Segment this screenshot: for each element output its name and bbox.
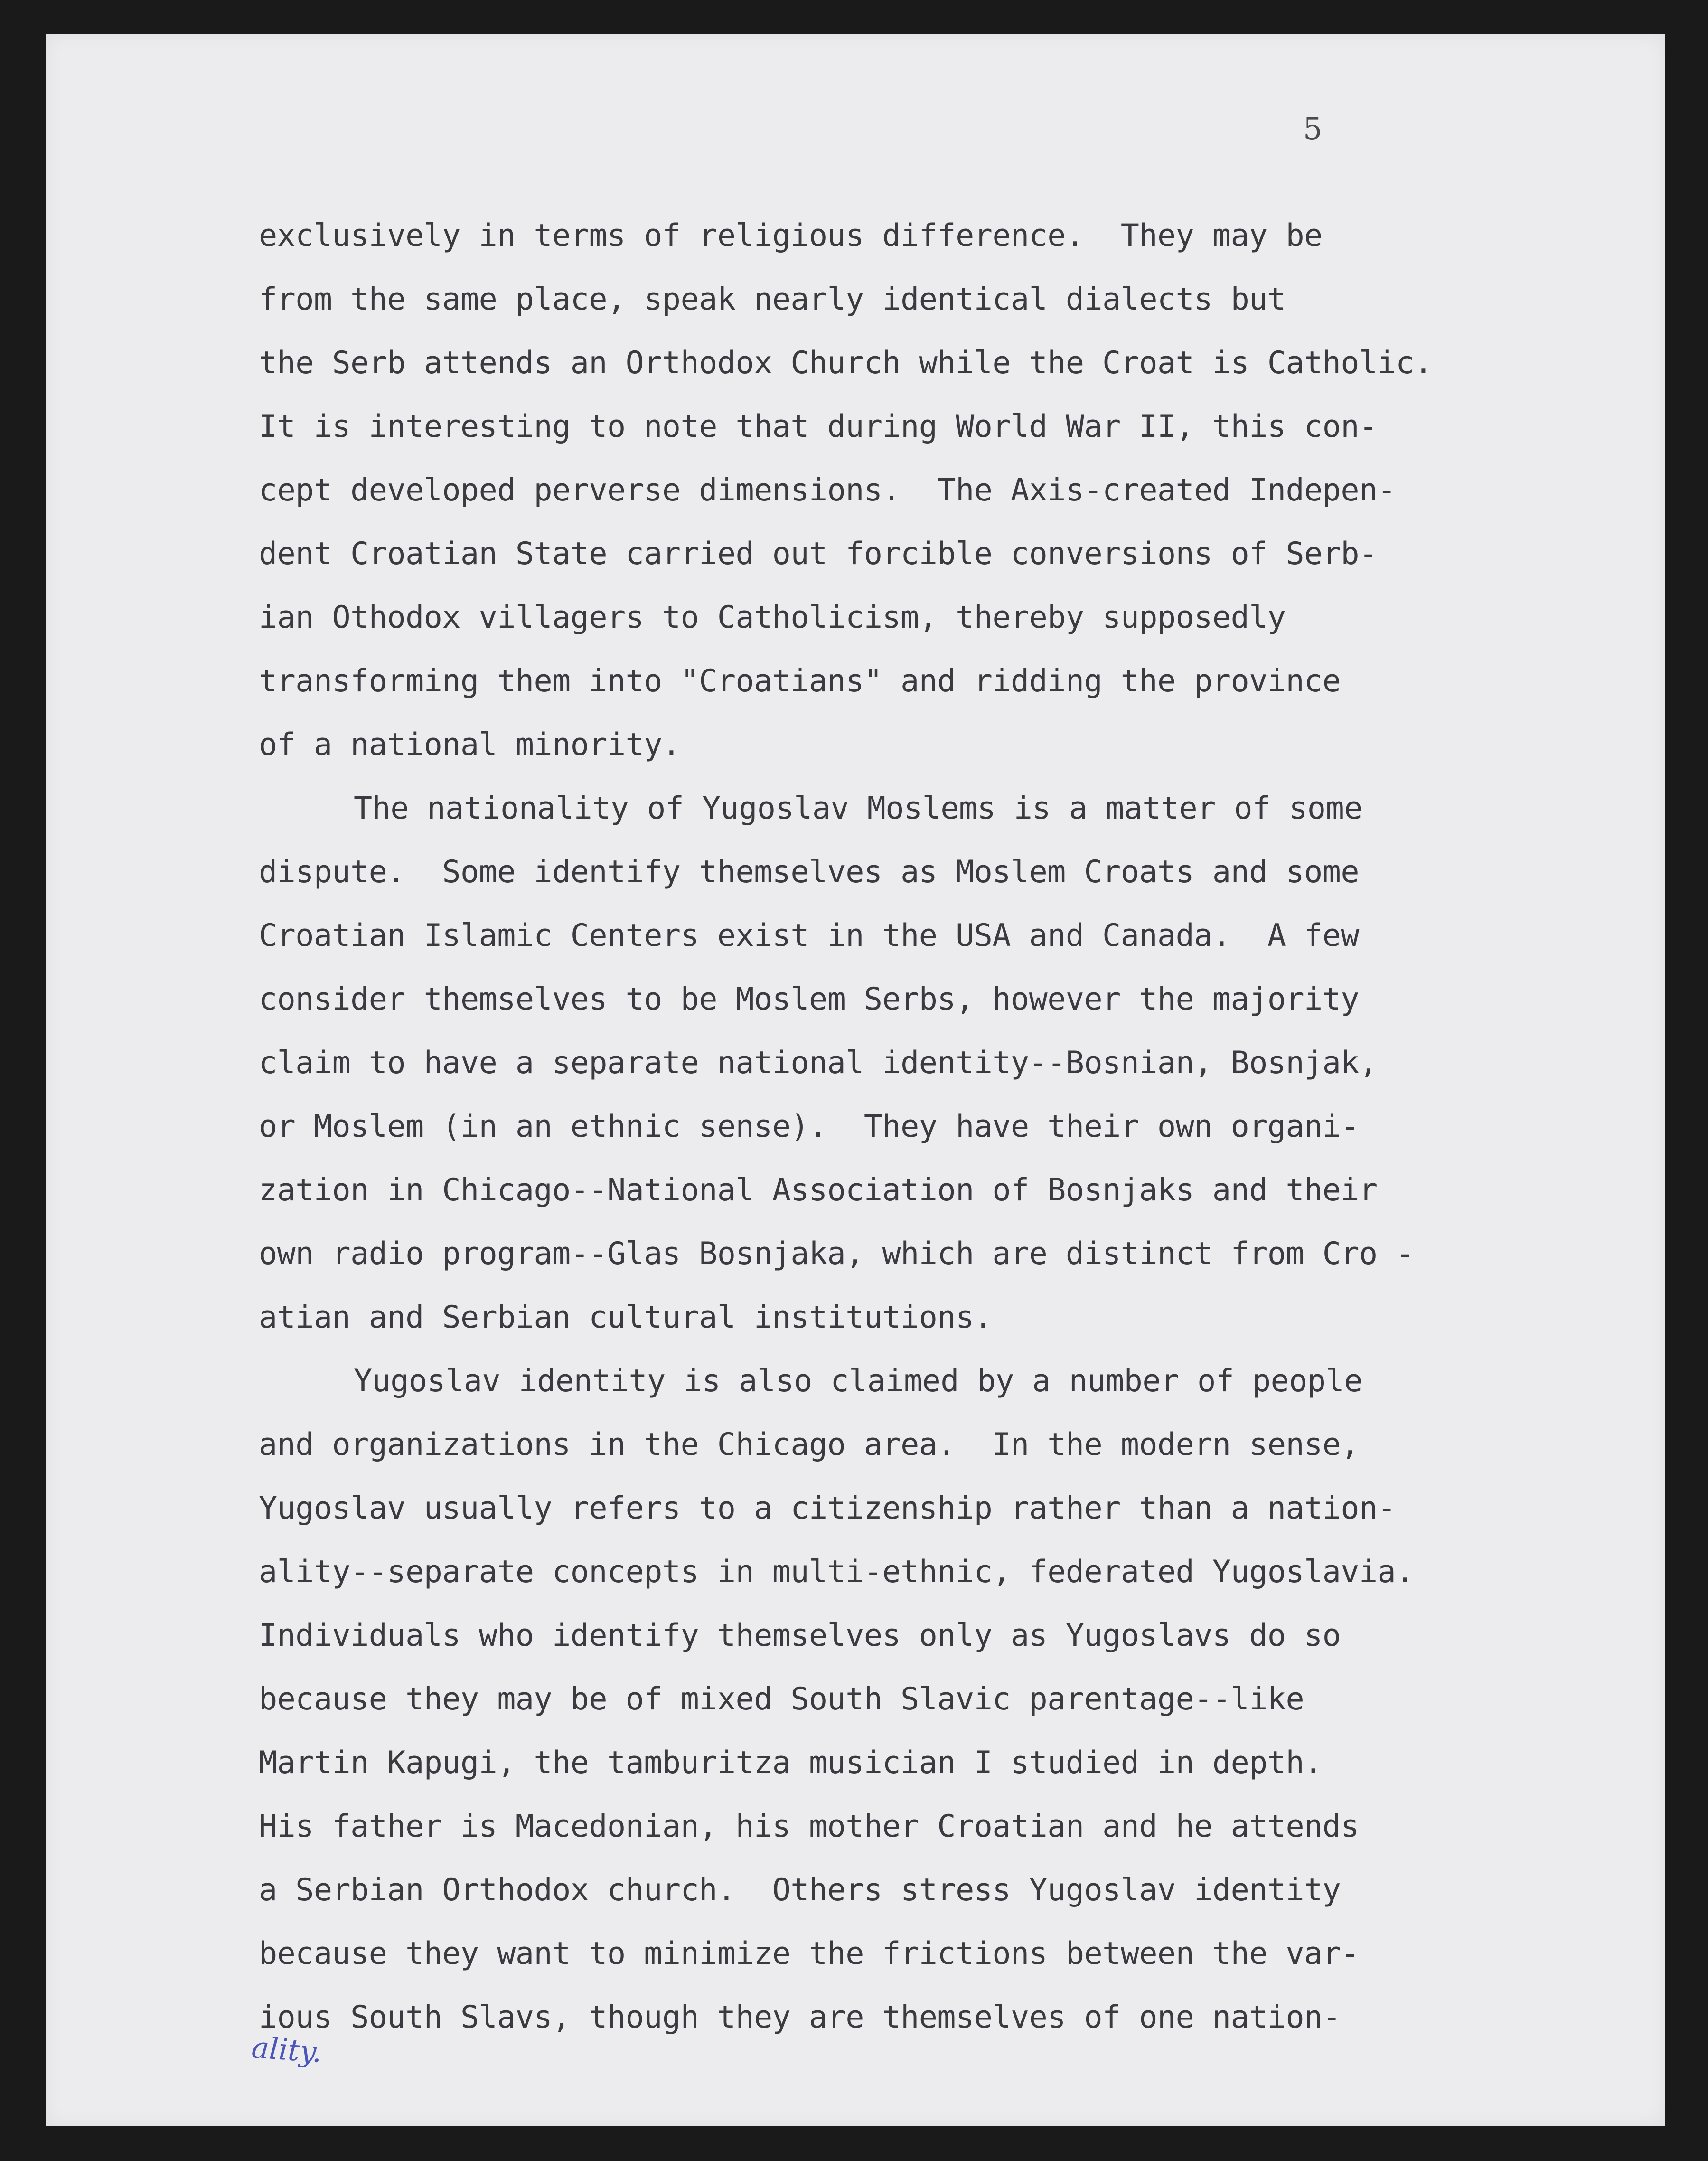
text-line: consider themselves to be Moslem Serbs, however the majority [259,981,1359,1017]
text-line: transforming them into "Croatians" and ridding the province [259,663,1341,699]
text-line: of a national minority. [259,727,681,763]
text-line: It is interesting to note that during World War II, this con- [259,409,1378,444]
text-line: ality--separate concepts in multi-ethnic, federated Yugoslavia. [259,1554,1414,1590]
text-line: exclusively in terms of religious difference. They may be [259,218,1323,254]
text-line: Martin Kapugi, the tamburitza musician I studied in depth. [259,1745,1323,1781]
text-line: His father is Macedonian, his mother Croatian and he attends [259,1809,1359,1844]
text-line: zation in Chicago--National Association of Bosnjaks and their [259,1172,1378,1208]
handwritten-continuation: ality. [250,2029,323,2070]
text-line: ious South Slavs, though they are themselves of one nation- [259,2000,1341,2035]
text-line: Croatian Islamic Centers exist in the USA and Canada. A few [259,918,1359,953]
text-line: claim to have a separate national identity--Bosnian, Bosnjak, [259,1045,1378,1081]
text-line: the Serb attends an Orthodox Church while the Croat is Catholic. [259,345,1433,381]
text-line: dent Croatian State carried out forcible conversions of Serb- [259,536,1378,572]
text-line: and organizations in the Chicago area. In the modern sense, [259,1427,1359,1463]
text-line: ian Othodox villagers to Catholicism, thereby supposedly [259,600,1286,635]
text-line: Individuals who identify themselves only as Yugoslavs do so [259,1618,1341,1653]
text-line: a Serbian Orthodox church. Others stress Yugoslav identity [259,1872,1341,1908]
text-line: because they may be of mixed South Slavic parentage--like [259,1681,1304,1717]
text-line: Yugoslav usually refers to a citizenship rather than a nation- [259,1491,1396,1526]
text-line: The nationality of Yugoslav Moslems is a matter of some [354,791,1362,826]
text-line: or Moslem (in an ethnic sense). They have their own organi- [259,1109,1359,1144]
text-line: atian and Serbian cultural institutions. [259,1300,993,1335]
text-line: dispute. Some identify themselves as Moslem Croats and some [259,854,1359,890]
text-line: Yugoslav identity is also claimed by a number of people [354,1363,1362,1399]
text-line: because they want to minimize the frictions between the var- [259,1936,1359,1972]
text-line: own radio program--Glas Bosnjaka, which are distinct from Cro - [259,1236,1414,1272]
text-line: from the same place, speak nearly identical dialects but [259,282,1286,317]
page-number: 5 [1303,112,1323,147]
text-line: cept developed perverse dimensions. The Axis-created Indepen- [259,472,1396,508]
body-text [259,204,1433,2049]
